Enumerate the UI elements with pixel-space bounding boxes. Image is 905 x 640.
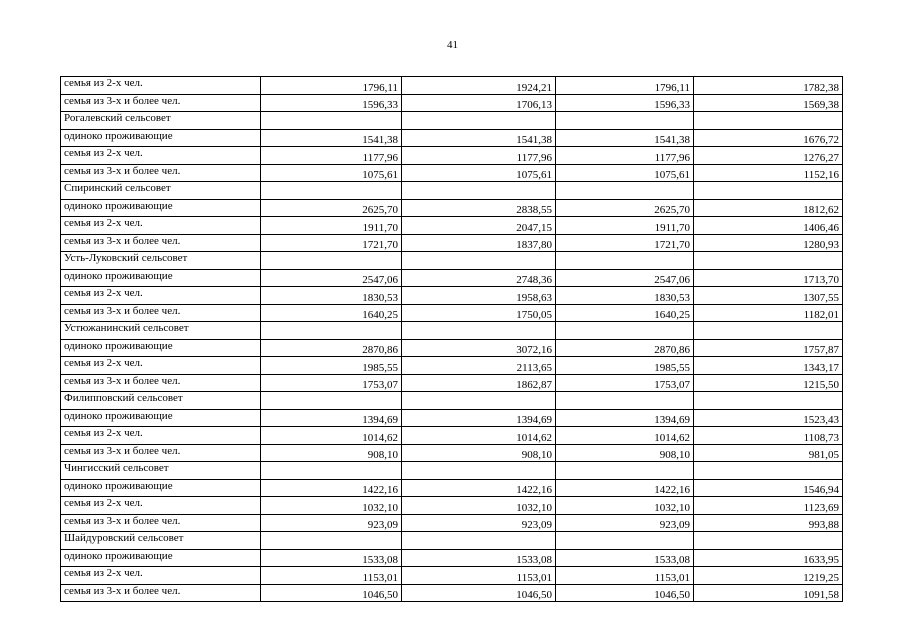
table-row bbox=[61, 392, 843, 410]
value-cell bbox=[402, 112, 556, 130]
value-cell: 1911,70 bbox=[261, 217, 402, 235]
table-row bbox=[61, 287, 843, 305]
table-row bbox=[61, 532, 843, 550]
value-cell: 1177,96 bbox=[402, 147, 556, 165]
value-cell bbox=[261, 392, 402, 410]
value-cell bbox=[261, 322, 402, 340]
value-cell: 1706,13 bbox=[402, 94, 556, 112]
value-cell: 2047,15 bbox=[402, 217, 556, 235]
value-cell bbox=[402, 252, 556, 270]
value-cell: 1046,50 bbox=[402, 584, 556, 602]
table-row bbox=[61, 304, 843, 322]
table-row bbox=[61, 479, 843, 497]
value-cell: 1276,27 bbox=[694, 147, 843, 165]
table-row bbox=[61, 199, 843, 217]
value-cell bbox=[694, 532, 843, 550]
table-row bbox=[61, 269, 843, 287]
value-cell: 981,05 bbox=[694, 444, 843, 462]
value-cell: 1541,38 bbox=[556, 129, 694, 147]
table-row bbox=[61, 217, 843, 235]
row-label-cell: семья из 2-х чел. bbox=[61, 77, 261, 95]
value-cell: 1153,01 bbox=[261, 567, 402, 585]
table-row bbox=[61, 409, 843, 427]
cost-table bbox=[60, 76, 843, 602]
value-cell: 1075,61 bbox=[261, 164, 402, 182]
value-cell: 1985,55 bbox=[261, 357, 402, 375]
value-cell: 908,10 bbox=[402, 444, 556, 462]
row-label-cell: Филипповский сельсовет bbox=[61, 392, 261, 410]
row-label-cell: семья из 3-х и более чел. bbox=[61, 584, 261, 602]
row-label-cell: семья из 2-х чел. bbox=[61, 427, 261, 445]
row-label-cell: Спиринский сельсовет bbox=[61, 182, 261, 200]
value-cell: 1046,50 bbox=[556, 584, 694, 602]
table-row bbox=[61, 444, 843, 462]
value-cell: 2625,70 bbox=[261, 199, 402, 217]
value-cell: 2748,36 bbox=[402, 269, 556, 287]
table-row bbox=[61, 164, 843, 182]
value-cell bbox=[556, 322, 694, 340]
value-cell: 1533,08 bbox=[261, 549, 402, 567]
row-label-cell: семья из 3-х и более чел. bbox=[61, 94, 261, 112]
value-cell: 1633,95 bbox=[694, 549, 843, 567]
value-cell: 1152,16 bbox=[694, 164, 843, 182]
row-label-cell: семья из 2-х чел. bbox=[61, 567, 261, 585]
row-label-cell: Рогалевский сельсовет bbox=[61, 112, 261, 130]
table-row bbox=[61, 129, 843, 147]
table-row bbox=[61, 514, 843, 532]
value-cell: 1108,73 bbox=[694, 427, 843, 445]
value-cell: 2547,06 bbox=[261, 269, 402, 287]
row-label-cell: одиноко проживающие bbox=[61, 269, 261, 287]
table-row bbox=[61, 427, 843, 445]
value-cell bbox=[402, 322, 556, 340]
value-cell: 1796,11 bbox=[556, 77, 694, 95]
row-label-cell: семья из 3-х и более чел. bbox=[61, 234, 261, 252]
row-label-cell: Устюжанинский сельсовет bbox=[61, 322, 261, 340]
value-cell: 1075,61 bbox=[556, 164, 694, 182]
row-label-cell: одиноко проживающие bbox=[61, 409, 261, 427]
table-row bbox=[61, 497, 843, 515]
value-cell: 1596,33 bbox=[556, 94, 694, 112]
value-cell: 908,10 bbox=[261, 444, 402, 462]
value-cell: 1215,50 bbox=[694, 374, 843, 392]
value-cell bbox=[261, 112, 402, 130]
value-cell: 923,09 bbox=[261, 514, 402, 532]
value-cell: 2625,70 bbox=[556, 199, 694, 217]
value-cell: 1533,08 bbox=[402, 549, 556, 567]
value-cell: 1985,55 bbox=[556, 357, 694, 375]
value-cell bbox=[261, 462, 402, 480]
row-label-cell: семья из 2-х чел. bbox=[61, 357, 261, 375]
value-cell: 1721,70 bbox=[261, 234, 402, 252]
value-cell: 1541,38 bbox=[402, 129, 556, 147]
value-cell bbox=[556, 532, 694, 550]
row-label-cell: семья из 2-х чел. bbox=[61, 217, 261, 235]
value-cell: 1713,70 bbox=[694, 269, 843, 287]
value-cell bbox=[402, 182, 556, 200]
table-row bbox=[61, 182, 843, 200]
value-cell bbox=[261, 532, 402, 550]
value-cell: 1177,96 bbox=[556, 147, 694, 165]
table-row bbox=[61, 94, 843, 112]
value-cell: 1422,16 bbox=[402, 479, 556, 497]
value-cell: 1830,53 bbox=[556, 287, 694, 305]
table-row bbox=[61, 462, 843, 480]
value-cell: 2870,86 bbox=[556, 339, 694, 357]
row-label-cell: Чингисский сельсовет bbox=[61, 462, 261, 480]
value-cell: 1546,94 bbox=[694, 479, 843, 497]
value-cell: 2838,55 bbox=[402, 199, 556, 217]
value-cell bbox=[694, 322, 843, 340]
value-cell: 2870,86 bbox=[261, 339, 402, 357]
value-cell: 1796,11 bbox=[261, 77, 402, 95]
value-cell: 1812,62 bbox=[694, 199, 843, 217]
row-label-cell: Шайдуровский сельсовет bbox=[61, 532, 261, 550]
value-cell: 1523,43 bbox=[694, 409, 843, 427]
value-cell: 1640,25 bbox=[556, 304, 694, 322]
row-label-cell: семья из 3-х и более чел. bbox=[61, 164, 261, 182]
value-cell: 1307,55 bbox=[694, 287, 843, 305]
value-cell: 1533,08 bbox=[556, 549, 694, 567]
value-cell: 1394,69 bbox=[261, 409, 402, 427]
table-row bbox=[61, 112, 843, 130]
value-cell bbox=[261, 252, 402, 270]
value-cell: 1177,96 bbox=[261, 147, 402, 165]
value-cell: 1422,16 bbox=[261, 479, 402, 497]
value-cell: 1219,25 bbox=[694, 567, 843, 585]
table-body bbox=[61, 77, 843, 602]
table-row bbox=[61, 322, 843, 340]
value-cell: 1924,21 bbox=[402, 77, 556, 95]
value-cell: 1032,10 bbox=[556, 497, 694, 515]
value-cell bbox=[694, 462, 843, 480]
value-cell: 1640,25 bbox=[261, 304, 402, 322]
value-cell: 908,10 bbox=[556, 444, 694, 462]
value-cell bbox=[556, 252, 694, 270]
row-label-cell: семья из 3-х и более чел. bbox=[61, 374, 261, 392]
value-cell: 1676,72 bbox=[694, 129, 843, 147]
value-cell: 1750,05 bbox=[402, 304, 556, 322]
row-label-cell: одиноко проживающие bbox=[61, 199, 261, 217]
page-number: 41 bbox=[447, 39, 458, 51]
value-cell: 1958,63 bbox=[402, 287, 556, 305]
value-cell bbox=[556, 182, 694, 200]
value-cell bbox=[556, 112, 694, 130]
value-cell: 923,09 bbox=[556, 514, 694, 532]
value-cell: 1014,62 bbox=[261, 427, 402, 445]
value-cell: 1753,07 bbox=[556, 374, 694, 392]
value-cell: 1830,53 bbox=[261, 287, 402, 305]
table-row bbox=[61, 374, 843, 392]
value-cell: 1032,10 bbox=[261, 497, 402, 515]
row-label-cell: одиноко проживающие bbox=[61, 549, 261, 567]
row-label-cell: одиноко проживающие bbox=[61, 339, 261, 357]
table-row bbox=[61, 357, 843, 375]
row-label-cell: семья из 2-х чел. bbox=[61, 147, 261, 165]
value-cell: 1014,62 bbox=[402, 427, 556, 445]
value-cell bbox=[694, 182, 843, 200]
value-cell: 1596,33 bbox=[261, 94, 402, 112]
value-cell: 1422,16 bbox=[556, 479, 694, 497]
row-label-cell: семья из 2-х чел. bbox=[61, 287, 261, 305]
value-cell: 1753,07 bbox=[261, 374, 402, 392]
table-row bbox=[61, 584, 843, 602]
value-cell: 1837,80 bbox=[402, 234, 556, 252]
value-cell: 2547,06 bbox=[556, 269, 694, 287]
value-cell: 1046,50 bbox=[261, 584, 402, 602]
row-label-cell: одиноко проживающие bbox=[61, 479, 261, 497]
value-cell: 1721,70 bbox=[556, 234, 694, 252]
value-cell: 1394,69 bbox=[402, 409, 556, 427]
value-cell: 3072,16 bbox=[402, 339, 556, 357]
row-label-cell: семья из 3-х и более чел. bbox=[61, 444, 261, 462]
value-cell bbox=[556, 392, 694, 410]
value-cell: 1032,10 bbox=[402, 497, 556, 515]
row-label-cell: семья из 2-х чел. bbox=[61, 497, 261, 515]
value-cell: 1782,38 bbox=[694, 77, 843, 95]
value-cell: 1182,01 bbox=[694, 304, 843, 322]
table-row bbox=[61, 567, 843, 585]
table-row bbox=[61, 252, 843, 270]
table-row bbox=[61, 549, 843, 567]
value-cell bbox=[556, 462, 694, 480]
value-cell: 993,88 bbox=[694, 514, 843, 532]
value-cell: 1569,38 bbox=[694, 94, 843, 112]
value-cell: 1757,87 bbox=[694, 339, 843, 357]
value-cell bbox=[261, 182, 402, 200]
value-cell: 1153,01 bbox=[402, 567, 556, 585]
table-row bbox=[61, 77, 843, 95]
value-cell: 1153,01 bbox=[556, 567, 694, 585]
value-cell: 1075,61 bbox=[402, 164, 556, 182]
row-label-cell: семья из 3-х и более чел. bbox=[61, 304, 261, 322]
value-cell: 1911,70 bbox=[556, 217, 694, 235]
value-cell bbox=[694, 252, 843, 270]
value-cell: 1394,69 bbox=[556, 409, 694, 427]
value-cell: 1280,93 bbox=[694, 234, 843, 252]
value-cell: 1406,46 bbox=[694, 217, 843, 235]
value-cell: 923,09 bbox=[402, 514, 556, 532]
table-row bbox=[61, 147, 843, 165]
table-row bbox=[61, 234, 843, 252]
value-cell: 1091,58 bbox=[694, 584, 843, 602]
value-cell bbox=[402, 462, 556, 480]
value-cell: 1014,62 bbox=[556, 427, 694, 445]
value-cell: 1862,87 bbox=[402, 374, 556, 392]
row-label-cell: семья из 3-х и более чел. bbox=[61, 514, 261, 532]
value-cell: 1123,69 bbox=[694, 497, 843, 515]
value-cell bbox=[694, 392, 843, 410]
row-label-cell: Усть-Луковский сельсовет bbox=[61, 252, 261, 270]
table-row bbox=[61, 339, 843, 357]
value-cell: 1541,38 bbox=[261, 129, 402, 147]
value-cell: 2113,65 bbox=[402, 357, 556, 375]
value-cell bbox=[694, 112, 843, 130]
row-label-cell: одиноко проживающие bbox=[61, 129, 261, 147]
value-cell bbox=[402, 532, 556, 550]
value-cell: 1343,17 bbox=[694, 357, 843, 375]
value-cell bbox=[402, 392, 556, 410]
